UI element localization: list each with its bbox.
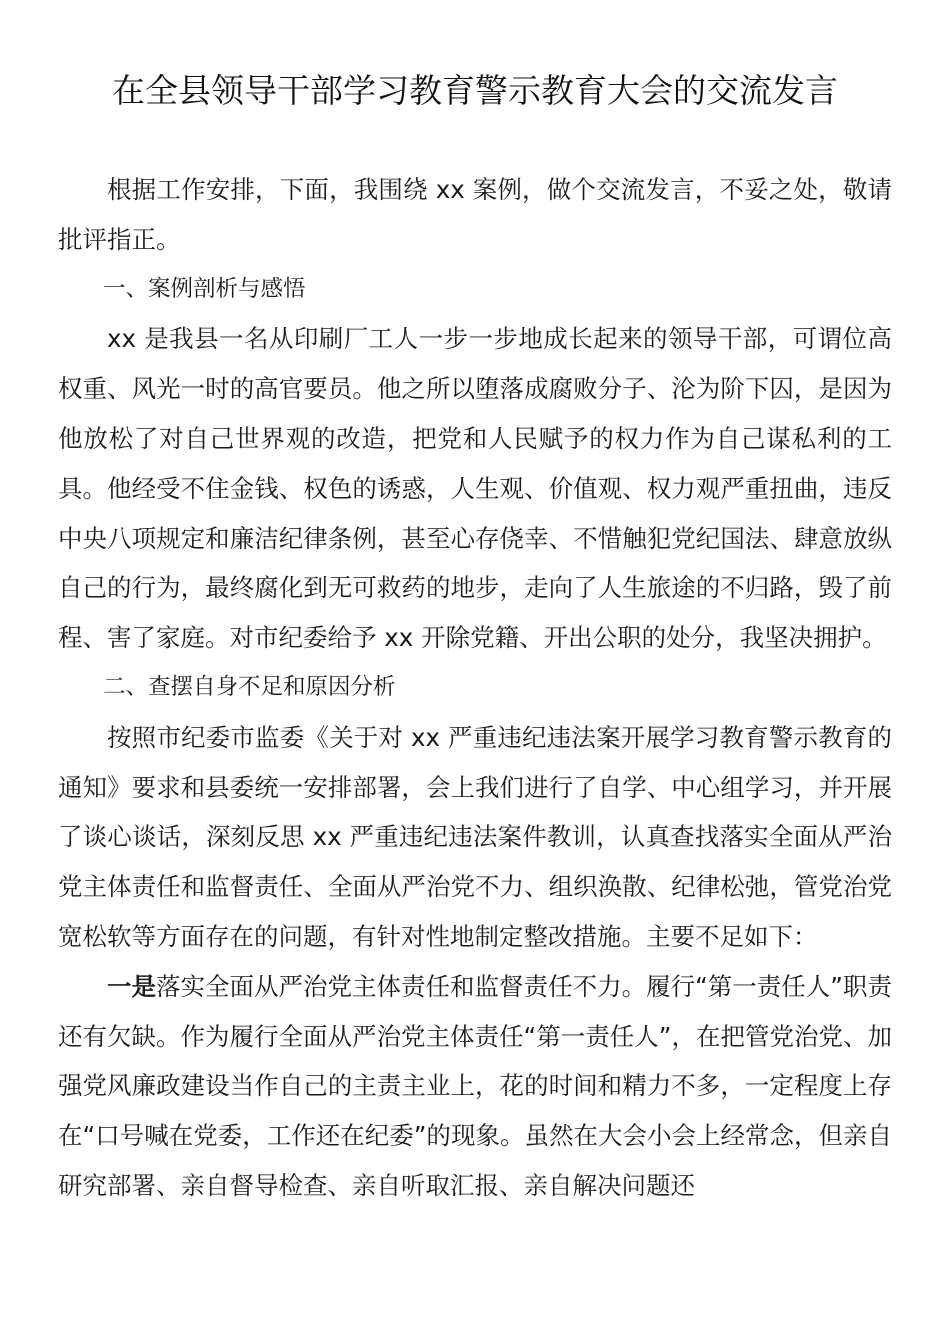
point-1-lead: 一是 xyxy=(107,971,157,1001)
point-1-body: 落实全面从严治党主体责任和监督责任不力。履行“第一责任人”职责还有欠缺。作为履行全面从严治党主体责任“第一责任人”，在把管党治党、加强党风廉政建设当作自己的主责主业上，花的时间和精力不多，一定程度上存在“口号喊在党委，工作还在纪委”的现象。虽然在大会小会上经常念，但亲自研究部署、亲自督导检查、亲自听取汇报、亲自解决问题还 xyxy=(58,971,893,1200)
document-title: 在全县领导干部学习教育警示教育大会的交流发言 xyxy=(112,71,838,110)
section-1-heading: 一、案例剖析与感悟 xyxy=(103,275,306,302)
document-body xyxy=(58,165,892,1211)
section-2-paragraph: 按照市纪委市监委《关于对 xx 严重违纪违法案开展学习教育警示教育的通知》要求和县委统一安排部署，会上我们进行了自学、中心组学习，并开展了谈心谈话，深刻反思 xx 严重违纪违法案件教训，认真查找落实全面从严治党主体责任和监督责任、全面从严治党不力、组织涣散、纪律松弛，管党治党宽松软等方面存在的问题，有针对性地制定整改措施。主要不足如下： xyxy=(58,722,892,951)
intro-paragraph: 根据工作安排，下面，我围绕 xx 案例，做个交流发言，不妥之处，敬请批评指正。 xyxy=(58,175,892,254)
section-1-paragraph: xx 是我县一名从印刷厂工人一步一步地成长起来的领导干部，可谓位高权重、风光一时的高官要员。他之所以堕落成腐败分子、沦为阶下囚，是因为他放松了对自己世界观的改造，把党和人民赋予的权力作为自己谋私利的工具。他经受不住金钱、权色的诱惑，人生观、价值观、权力观严重扭曲，违反中央八项规定和廉洁纪律条例，甚至心存侥幸、不惜触犯党纪国法、肆意放纵自己的行为，最终腐化到无可救药的地步，走向了人生旅途的不归路，毁了前程、害了家庭。对市纪委给予 xx 开除党籍、开出公职的处分，我坚决拥护。 xyxy=(58,324,892,653)
section-2-heading: 二、查摆自身不足和原因分析 xyxy=(103,673,396,700)
point-1-paragraph xyxy=(58,962,892,1211)
